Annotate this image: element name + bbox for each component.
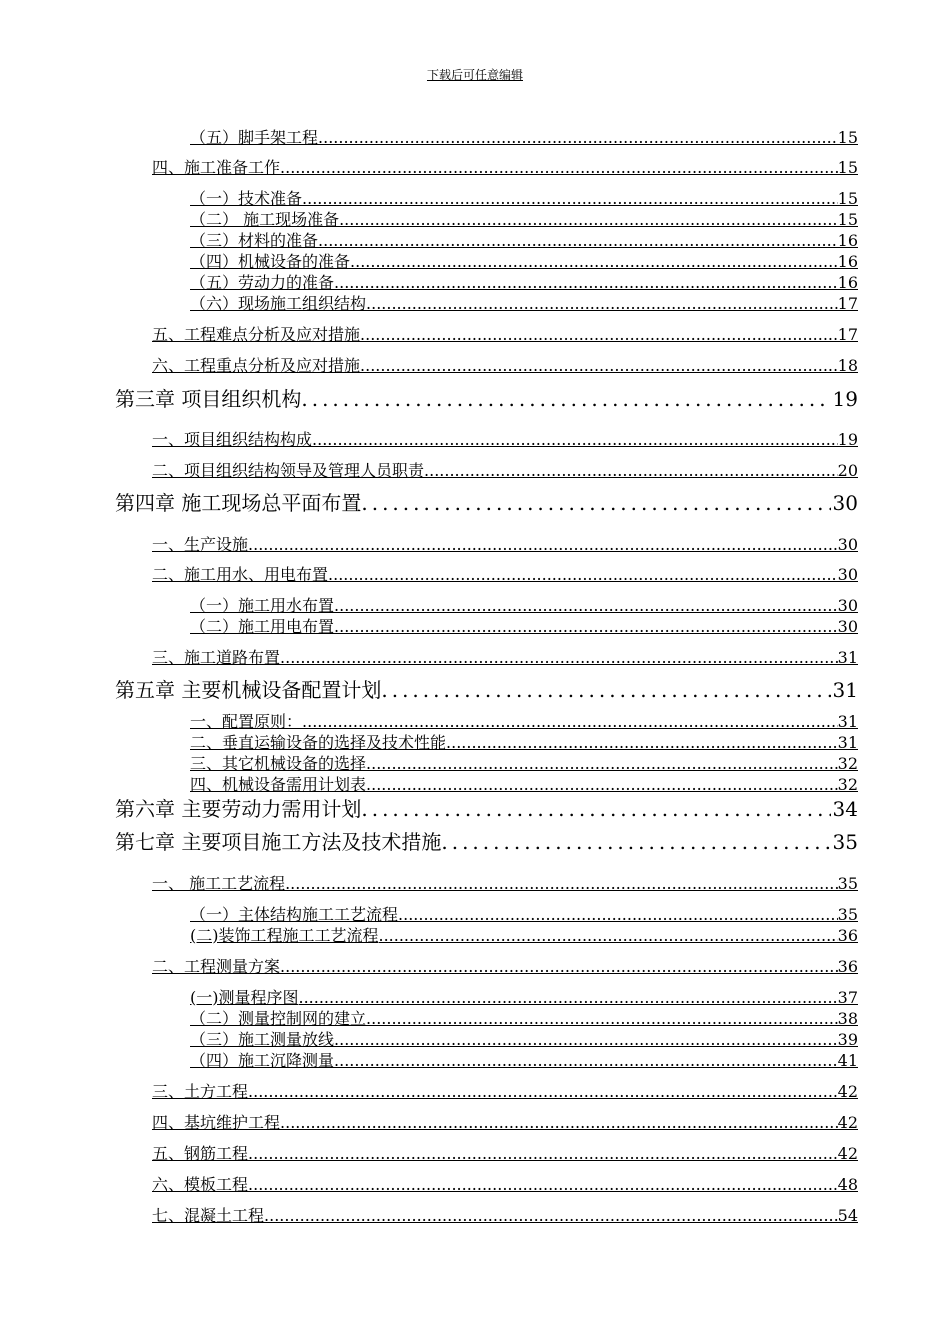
- toc-leader: [328, 567, 838, 583]
- toc-leader: [318, 130, 838, 146]
- toc-entry-title: 七、混凝土工程: [152, 1206, 265, 1225]
- toc-entry-title: 一、配置原则：: [190, 712, 303, 731]
- toc-entry-page: 32: [837, 775, 858, 794]
- toc-entry-page: 18: [837, 356, 858, 375]
- toc-entry[interactable]: [190, 296, 858, 312]
- toc-entry[interactable]: [152, 1208, 858, 1224]
- toc-chapter-title: 第三章 项目组织机构: [115, 387, 302, 411]
- toc-entry-page: 15: [837, 210, 858, 229]
- toc-entry-title: 四、机械设备需用计划表: [190, 775, 367, 794]
- toc-entry-title: 五、工程难点分析及应对措施: [152, 325, 361, 344]
- toc-entry-title: 六、模板工程: [152, 1175, 249, 1194]
- toc-entry[interactable]: [152, 358, 858, 374]
- toc-entry-title: （一）施工用水布置: [190, 596, 335, 615]
- toc-leader: [361, 799, 830, 819]
- page-header: 下载后可任意编辑: [426, 68, 523, 82]
- toc-leader: [334, 598, 838, 614]
- toc-chapter[interactable]: [115, 832, 858, 852]
- toc-entry-page: 31: [837, 712, 858, 731]
- toc-entry-title: （三）材料的准备: [190, 231, 319, 250]
- toc-leader: [334, 1032, 838, 1048]
- toc-entry-page: 31: [837, 733, 858, 752]
- toc-leader: [248, 1177, 838, 1193]
- toc-entry[interactable]: [152, 1084, 858, 1100]
- toc-leader: [350, 254, 838, 270]
- toc-entry-title: 二、工程测量方案: [152, 957, 281, 976]
- toc-entry-title: 六、工程重点分析及应对措施: [152, 356, 361, 375]
- toc-entry[interactable]: [152, 537, 858, 553]
- toc-leader: [334, 1053, 838, 1069]
- toc-entry-page: 35: [837, 874, 858, 893]
- toc-entry[interactable]: [190, 1032, 858, 1048]
- toc-leader: [248, 1146, 838, 1162]
- toc-entry[interactable]: [152, 876, 858, 892]
- toc-leader: [361, 493, 830, 513]
- toc-chapter-title: 第七章 主要项目施工方法及技术措施: [115, 830, 442, 854]
- toc-entry-page: 48: [837, 1175, 858, 1194]
- toc-leader: [302, 191, 838, 207]
- toc-leader: [366, 296, 838, 312]
- toc-entry-title: （二）测量控制网的建立: [190, 1009, 367, 1028]
- toc-entry-page: 15: [837, 158, 858, 177]
- toc-entry-title: 一、项目组织结构构成: [152, 430, 313, 449]
- toc-chapter-title: 第四章 施工现场总平面布置: [115, 491, 362, 515]
- toc-leader: [424, 463, 838, 479]
- toc-entry[interactable]: [190, 254, 858, 270]
- toc-leader: [379, 928, 838, 944]
- toc-entry[interactable]: [190, 212, 858, 228]
- toc-entry[interactable]: [190, 1011, 858, 1027]
- toc-leader: [366, 777, 838, 793]
- toc-entry[interactable]: [152, 1115, 858, 1131]
- toc-leader: [334, 275, 838, 291]
- toc-entry-page: 35: [837, 905, 858, 924]
- toc-entry[interactable]: [190, 233, 858, 249]
- toc-entry-page: 42: [837, 1144, 858, 1163]
- toc-leader: [360, 327, 838, 343]
- toc-entry-title: 三、土方工程: [152, 1082, 249, 1101]
- toc-entry-page: 37: [837, 988, 858, 1007]
- toc-leader: [398, 907, 838, 923]
- toc-entry-title: （四）施工沉降测量: [190, 1051, 335, 1070]
- toc-entry[interactable]: [190, 191, 858, 207]
- toc-entry-title: 一、 施工工艺流程: [152, 874, 286, 893]
- toc-entry-page: 31: [837, 648, 858, 667]
- toc-entry-title: （六）现场施工组织结构: [190, 294, 367, 313]
- toc-entry-page: 54: [837, 1206, 858, 1225]
- toc-entry[interactable]: [190, 907, 858, 923]
- toc-chapter-page: 19: [832, 387, 858, 411]
- toc-entry-page: 32: [837, 754, 858, 773]
- toc-chapter-title: 第五章 主要机械设备配置计划: [115, 678, 382, 702]
- toc-entry[interactable]: [190, 777, 858, 793]
- toc-leader: [381, 680, 830, 700]
- toc-leader: [248, 537, 838, 553]
- toc-entry-title: 三、施工道路布置: [152, 648, 281, 667]
- toc-entry-page: 17: [837, 325, 858, 344]
- toc-entry-title: 五、钢筋工程: [152, 1144, 249, 1163]
- toc-entry-page: 39: [837, 1030, 858, 1049]
- toc-entry-title: （五）脚手架工程: [190, 128, 319, 147]
- toc-chapter-title: 第六章 主要劳动力需用计划: [115, 797, 362, 821]
- toc-entry[interactable]: [190, 928, 858, 944]
- toc-entry-page: 15: [837, 189, 858, 208]
- toc-leader: [366, 1011, 838, 1027]
- toc-entry[interactable]: [190, 619, 858, 635]
- toc-entry-page: 30: [837, 535, 858, 554]
- toc-entry-page: 38: [837, 1009, 858, 1028]
- toc-entry-page: 30: [837, 596, 858, 615]
- toc-leader: [446, 735, 838, 751]
- toc-chapter-page: 34: [832, 797, 858, 821]
- toc-leader: [248, 1084, 838, 1100]
- toc-entry[interactable]: [190, 130, 858, 146]
- toc-entry[interactable]: [152, 160, 858, 176]
- toc-leader: [280, 959, 838, 975]
- toc-entry-title: 四、基坑维护工程: [152, 1113, 281, 1132]
- toc-entry-page: 36: [837, 957, 858, 976]
- toc-leader: [334, 619, 838, 635]
- toc-entry-title: （一）主体结构施工工艺流程: [190, 905, 399, 924]
- toc-leader: [299, 990, 838, 1006]
- toc-entry-title: 二、施工用水、用电布置: [152, 565, 329, 584]
- toc-entry[interactable]: [152, 650, 858, 666]
- toc-leader: [312, 432, 838, 448]
- toc-leader: [318, 233, 838, 249]
- toc-leader: [280, 1115, 838, 1131]
- toc-entry-title: 四、施工准备工作: [152, 158, 281, 177]
- toc-entry[interactable]: [190, 756, 858, 772]
- toc-entry[interactable]: [190, 1053, 858, 1069]
- toc-chapter[interactable]: [115, 389, 858, 409]
- toc-chapter-page: 35: [832, 830, 858, 854]
- toc-entry[interactable]: [152, 959, 858, 975]
- toc-entry-page: 15: [837, 128, 858, 147]
- toc-entry-page: 30: [837, 565, 858, 584]
- toc-chapter[interactable]: [115, 799, 858, 819]
- toc-entry[interactable]: [190, 990, 858, 1006]
- toc-entry-title: （二） 施工现场准备: [190, 210, 340, 229]
- toc-entry-title: 二、项目组织结构领导及管理人员职责: [152, 461, 425, 480]
- toc-leader: [339, 212, 838, 228]
- toc-chapter[interactable]: [115, 493, 858, 513]
- toc-leader: [301, 389, 830, 409]
- toc-leader: [280, 650, 838, 666]
- toc-entry-title: 一、生产设施: [152, 535, 249, 554]
- toc-leader: [366, 756, 838, 772]
- toc-entry-title: (二)装饰工程施工工艺流程: [190, 926, 379, 945]
- toc-leader: [441, 832, 830, 852]
- toc-chapter-page: 30: [832, 491, 858, 515]
- toc-entry[interactable]: [152, 327, 858, 343]
- toc-entry-page: 16: [837, 252, 858, 271]
- toc-leader: [264, 1208, 838, 1224]
- toc-entry-title: （一）技术准备: [190, 189, 303, 208]
- toc-entry-title: 二、垂直运输设备的选择及技术性能: [190, 733, 447, 752]
- toc-entry[interactable]: [152, 567, 858, 583]
- toc-entry-title: （三）施工测量放线: [190, 1030, 335, 1049]
- toc-entry[interactable]: [190, 275, 858, 291]
- toc-entry-page: 19: [837, 430, 858, 449]
- toc-entry[interactable]: [152, 1146, 858, 1162]
- toc-entry-page: 16: [837, 231, 858, 250]
- toc-entry-page: 16: [837, 273, 858, 292]
- toc-entry-page: 42: [837, 1082, 858, 1101]
- toc-chapter[interactable]: [115, 680, 858, 700]
- toc-entry[interactable]: [152, 432, 858, 448]
- toc-entry[interactable]: [152, 463, 858, 479]
- toc-entry[interactable]: [152, 1177, 858, 1193]
- toc-entry-title: （四）机械设备的准备: [190, 252, 351, 271]
- toc-entry[interactable]: [190, 735, 858, 751]
- toc-entry[interactable]: [190, 598, 858, 614]
- toc-leader: [280, 160, 838, 176]
- toc-entry-title: 三、其它机械设备的选择: [190, 754, 367, 773]
- toc-chapter-page: 31: [832, 678, 858, 702]
- toc-leader: [360, 358, 838, 374]
- toc-entry-title: （二）施工用电布置: [190, 617, 335, 636]
- toc-entry-page: 42: [837, 1113, 858, 1132]
- toc-entry-title: （五）劳动力的准备: [190, 273, 335, 292]
- toc-entry-page: 20: [837, 461, 858, 480]
- toc-entry-page: 17: [837, 294, 858, 313]
- toc-leader: [302, 714, 838, 730]
- toc-entry-title: (一)测量程序图: [190, 988, 299, 1007]
- toc-entry-page: 30: [837, 617, 858, 636]
- toc-leader: [285, 876, 838, 892]
- toc-entry[interactable]: [190, 714, 858, 730]
- toc-entry-page: 41: [837, 1051, 858, 1070]
- toc-entry-page: 36: [837, 926, 858, 945]
